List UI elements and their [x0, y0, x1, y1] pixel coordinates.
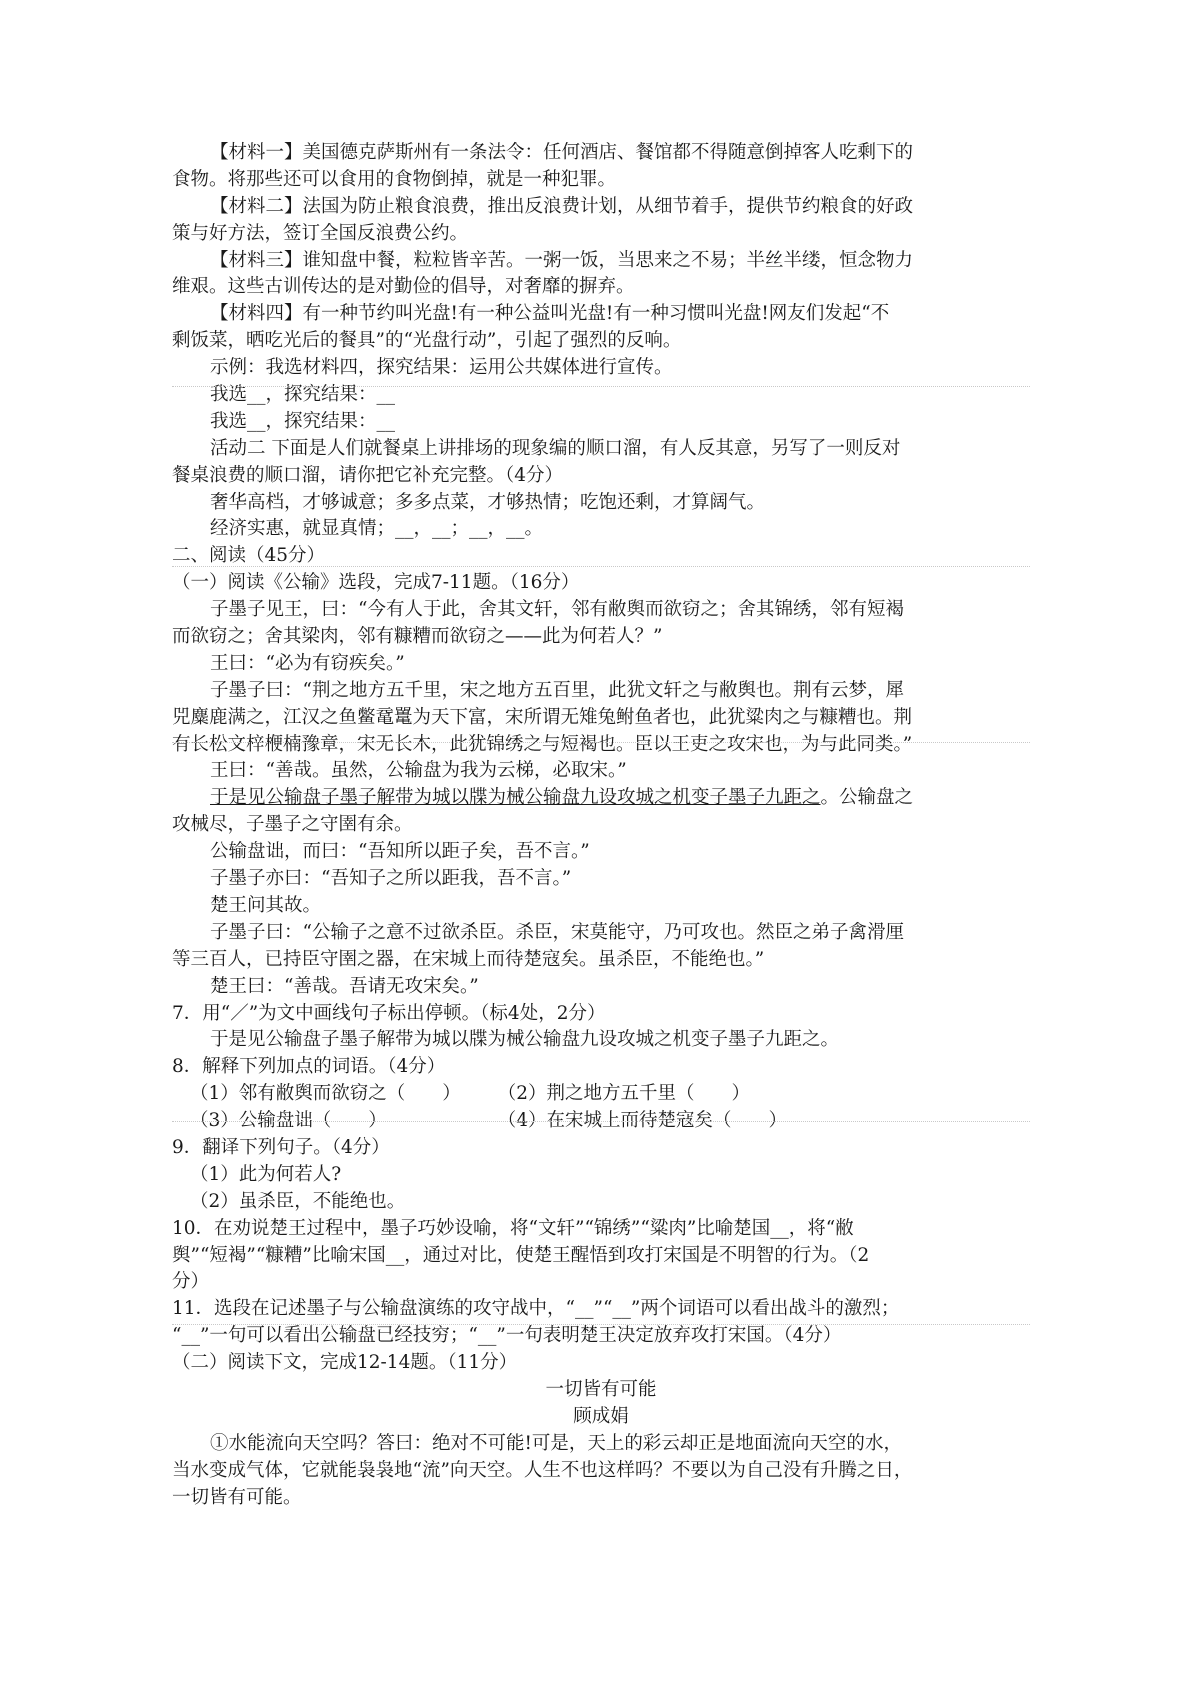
- text-line: ①水能流向天空吗？答曰：绝对不可能!可是，天上的彩云却正是地面流向天空的水，: [210, 1432, 902, 1454]
- text-line: 楚王曰：“善哉。吾请无攻宋矣。”: [210, 975, 479, 997]
- text-line: 11．选段在记述墨子与公输盘演练的攻守战中，“__”“__”两个词语可以看出战斗的激烈；: [172, 1298, 900, 1320]
- text-line: 10．在劝说楚王过程中，墨子巧妙设喻，将“文轩”“锦绣”“粱肉”比喻楚国__，将“敝: [172, 1217, 854, 1239]
- text-line: 有长松文梓楩楠豫章，宋无长木，此犹锦绣之与短褐也。臣以王吏之攻宋也，为与此同类。”: [172, 733, 913, 755]
- text-line: 我选__，探究结果：__: [210, 410, 396, 432]
- text-line: （二）阅读下文，完成12-14题。（11分）: [172, 1352, 518, 1374]
- text-line: 攻械尽，子墨子之守圉有余。: [172, 814, 413, 836]
- divider-4: [172, 1121, 1030, 1122]
- text-line: 舆”“短褐”“糠糟”比喻宋国__，通过对比，使楚王醒悟到攻打宋国是不明智的行为。（2: [172, 1244, 870, 1266]
- text-line: 顾成娟: [573, 1405, 629, 1427]
- text-line: 分）: [172, 1271, 210, 1293]
- text-line: 【材料四】有一种节约叫光盘!有一种公益叫光盘!有一种习惯叫光盘!网友们发起“不: [210, 303, 890, 325]
- divider-1: [172, 386, 1030, 387]
- text-line: 一切皆有可能: [545, 1378, 657, 1400]
- text-line: 楚王问其故。: [210, 894, 322, 916]
- text-line: 当水变成气体，它就能袅袅地“流”向天空。人生不也这样吗？不要以为自己没有升腾之日，: [172, 1459, 913, 1481]
- text-line: 餐桌浪费的顺口溜，请你把它补充完整。（4分）: [172, 464, 564, 486]
- text-line: 王曰：“必为有窃疾矣。”: [210, 652, 405, 674]
- text-line: （一）阅读《公输》选段，完成7-11题。（16分）: [172, 572, 580, 594]
- divider-2: [172, 566, 1030, 567]
- text-line: 【材料三】谁知盘中餐，粒粒皆辛苦。一粥一饭，当思来之不易；半丝半缕，恒念物力: [210, 249, 914, 271]
- divider-5: [172, 1324, 1030, 1325]
- text-line: 策与好方法，签订全国反浪费公约。: [172, 222, 469, 244]
- text-line: 奢华高档，才够诚意；多多点菜，才够热情；吃饱还剩，才算阔气。: [210, 491, 766, 513]
- text-line: 9．翻译下列句子。（4分）: [172, 1136, 390, 1158]
- text-line: 王曰：“善哉。虽然，公输盘为我为云梯，必取宋。”: [210, 760, 627, 782]
- underlined-sentence: 于是见公输盘子墨子解带为城以牒为械公输盘九设攻城之机变子墨子九距之: [210, 787, 821, 809]
- text-line: 活动二 下面是人们就餐桌上讲排场的现象编的顺口溜，有人反其意，另写了一则反对: [210, 437, 901, 459]
- text-line: 【材料一】美国德克萨斯州有一条法令：任何酒店、餐馆都不得随意倒掉客人吃剩下的: [210, 142, 914, 163]
- text-line: 剩饭菜，晒吃光后的餐具”的“光盘行动”，引起了强烈的反响。: [172, 330, 682, 352]
- text-line: 一切皆有可能。: [172, 1486, 302, 1508]
- line-tail: 。公输盘之: [820, 787, 914, 809]
- text-line: 子墨子亦曰：“吾知子之所以距我，吾不言。”: [210, 868, 572, 890]
- text-line: “__”一句可以看出公输盘已经技穷；“__”一句表明楚王决定放弃攻打宋国。（4分）: [172, 1325, 842, 1347]
- text-line: （1）此为何若人?: [190, 1163, 342, 1185]
- text-line: [172, 785, 1030, 812]
- text-line: 子墨子见王，曰：“今有人于此，舍其文轩，邻有敝舆而欲窃之；舍其锦绣，邻有短褐: [210, 599, 904, 621]
- divider-3: [172, 742, 1030, 743]
- document-body: [172, 140, 1030, 1511]
- text-line: （2）虽杀臣，不能绝也。: [190, 1190, 406, 1212]
- text-line: 7．用“／”为文中画线句子标出停顿。（标4处，2分）: [172, 1002, 606, 1024]
- text-line: 等三百人，已持臣守圉之器，在宋城上而待楚寇矣。虽杀臣，不能绝也。”: [172, 948, 765, 970]
- text-line: 子墨子曰：“荆之地方五千里，宋之地方五百里，此犹文轩之与敝舆也。荆有云梦，犀: [210, 679, 904, 701]
- text-line: 于是见公输盘子墨子解带为城以牒为械公输盘九设攻城之机变子墨子九距之。: [210, 1029, 840, 1051]
- text-line: 子墨子曰：“公输子之意不过欲杀臣。杀臣，宋莫能守，乃可攻也。然臣之弟子禽滑厘: [210, 921, 904, 943]
- text-line: （1）邻有敝舆而欲窃之（ ） （2）荆之地方五千里（ ）: [190, 1083, 751, 1105]
- text-line: 我选__，探究结果：__: [210, 384, 396, 406]
- text-line: 公输盘诎，而曰：“吾知所以距子矣，吾不言。”: [210, 841, 590, 863]
- text-line: 经济实惠，就显真情；__，__；__，__。: [210, 518, 544, 540]
- text-line: 而欲窃之；舍其梁肉，邻有糠糟而欲窃之——此为何若人？”: [172, 626, 663, 648]
- text-line: 兕麋鹿满之，江汉之鱼鳖鼋鼍为天下富，宋所谓无雉兔鲋鱼者也，此犹粱肉之与糠糟也。荆: [172, 706, 913, 728]
- text-line: 维艰。这些古训传达的是对勤俭的倡导，对奢靡的摒弃。: [172, 276, 635, 298]
- text-line: （3）公输盘诎（ ） （4）在宋城上而待楚寇矣（ ）: [190, 1110, 788, 1132]
- text-line: 8．解释下列加点的词语。（4分）: [172, 1056, 446, 1078]
- text-line: 食物。将那些还可以食用的食物倒掉，就是一种犯罪。: [172, 168, 617, 190]
- text-line: 示例：我选材料四，探究结果：运用公共媒体进行宣传。: [210, 357, 673, 379]
- text-line: 【材料二】法国为防止粮食浪费，推出反浪费计划，从细节着手，提供节约粮食的好政: [210, 195, 914, 217]
- text-line: 二、阅读（45分）: [172, 545, 326, 567]
